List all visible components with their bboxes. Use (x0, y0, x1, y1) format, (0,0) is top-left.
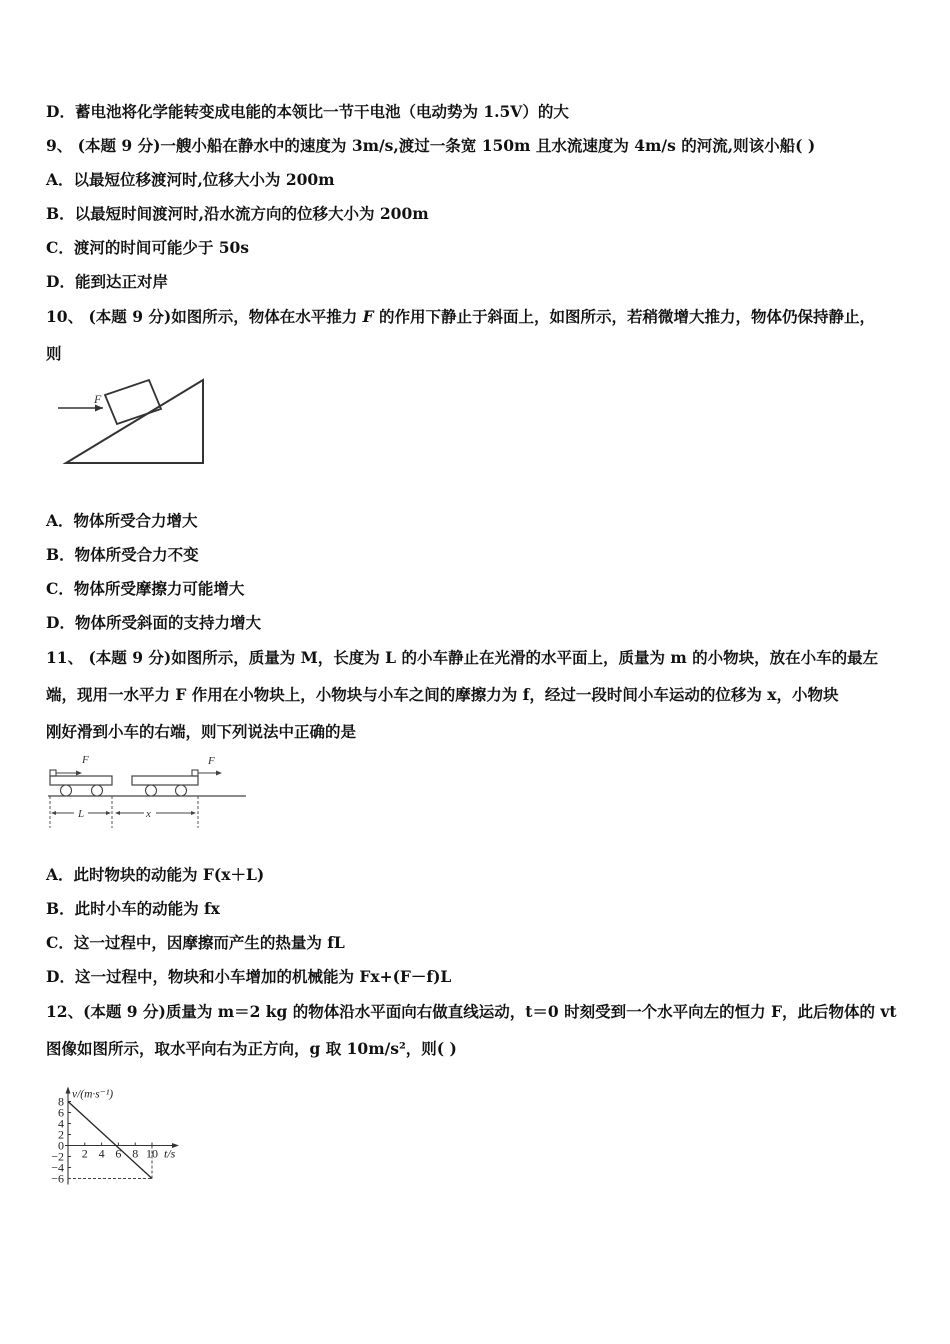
x-axis-label: t/s (164, 1146, 176, 1161)
length-label: L (78, 808, 85, 820)
length-arrowhead-left (51, 811, 56, 815)
q8-option-d: D．蓄电池将化学能转变成电能的本领比一节干电池（电动势为 1.5V）的大 (46, 102, 569, 121)
q11-line1: 11、 (本题 9 分)如图所示，质量为 M，长度为 L 的小车静止在光滑的水平面上，质量为 m 的小物块，放在小车的最左 (46, 648, 879, 667)
q10-option-c: C．物体所受摩擦力可能增大 (46, 579, 245, 598)
force-label-right: F (208, 755, 215, 767)
vt-chart (38, 1066, 198, 1200)
wheel-left-2 (92, 785, 103, 796)
x-tick-label: 4 (98, 1146, 105, 1161)
y-tick-label: 2 (58, 1127, 64, 1142)
disp-arrowhead-left (115, 811, 120, 815)
q11-line2: 端，现用一水平力 F 作用在小物块上，小物块与小车之间的摩擦力为 f，经过一段时间小车运动的位移为 x，小物块 (46, 685, 839, 704)
vt-series-line (68, 1102, 152, 1179)
y-tick-label: −6 (51, 1171, 64, 1186)
q10-option-d: D．物体所受斜面的支持力增大 (46, 613, 261, 632)
incline-triangle (66, 380, 203, 463)
q10-stem (46, 307, 875, 327)
q11-option-b: B．此时小车的动能为 fx (46, 899, 220, 918)
y-tick-label: −4 (51, 1160, 64, 1175)
length-arrowhead-right (106, 811, 111, 815)
q10-stem-part1: 10、 (本题 9 分)如图所示，物体在水平推力 (46, 307, 363, 326)
q9-option-a: A．以最短位移渡河时,位移大小为 200m (46, 170, 335, 189)
cart-left (50, 776, 112, 785)
x-tick-label: 6 (115, 1146, 122, 1161)
incline-figure (55, 372, 215, 468)
force-label: F (94, 392, 102, 406)
q10-stem-part2: 的作用下静止于斜面上，如图所示，若稍微增大推力，物体仍保持静止， (373, 307, 876, 326)
y-axis-arrowhead (66, 1087, 71, 1094)
q11-option-c: C．这一过程中，因摩擦而产生的热量为 fL (46, 933, 345, 952)
force-arrowhead-right (216, 771, 222, 776)
q11-line3: 刚好滑到小车的右端，则下列说法中正确的是 (46, 722, 357, 741)
wheel-left-1 (61, 785, 72, 796)
block-left (50, 770, 56, 776)
q10-option-b: B．物体所受合力不变 (46, 545, 199, 564)
y-tick-label: 6 (58, 1105, 64, 1120)
cart-figure (44, 752, 250, 832)
y-tick-label: 8 (58, 1094, 64, 1109)
disp-label: x (146, 808, 151, 820)
q12-line1: 12、(本题 9 分)质量为 m＝2 kg 的物体沿水平面向右做直线运动，t＝0 时刻受到一个水平向左的恒力 F，此后物体的 vt (46, 1002, 897, 1021)
q9-option-d: D．能到达正对岸 (46, 272, 168, 291)
y-axis-label: v/(m·s⁻¹) (72, 1088, 114, 1101)
force-label-left: F (82, 754, 89, 766)
x-tick-label: 8 (132, 1146, 139, 1161)
wheel-right-1 (146, 785, 157, 796)
q11-option-d: D．这一过程中，物块和小车增加的机械能为 Fx+(F－f)L (46, 967, 452, 986)
y-tick-label: 4 (58, 1116, 64, 1131)
block-right (192, 770, 198, 776)
q11-option-a: A．此时物块的动能为 F(x＋L) (46, 865, 265, 884)
q9-option-c: C．渡河的时间可能少于 50s (46, 238, 250, 257)
y-tick-label: 0 (58, 1138, 64, 1153)
cart-right (132, 776, 198, 785)
y-tick-label: −2 (51, 1149, 64, 1164)
q12-line2: 图像如图所示，取水平向右为正方向，g 取 10m/s²，则( ) (46, 1039, 457, 1058)
disp-arrowhead-right (191, 811, 196, 815)
q10-option-a: A．物体所受合力增大 (46, 511, 198, 530)
x-tick-label: 10 (146, 1146, 158, 1161)
q10-stem-line2: 则 (46, 344, 62, 363)
force-arrowhead-left (76, 771, 82, 776)
q9-stem: 9、 (本题 9 分)一艘小船在静水中的速度为 3m/s,渡过一条宽 150m 且水流速度为 4m/s 的河流,则该小船( ) (46, 136, 816, 155)
q9-option-b: B．以最短时间渡河时,沿水流方向的位移大小为 200m (46, 204, 429, 223)
wheel-right-2 (176, 785, 187, 796)
x-tick-label: 2 (81, 1146, 88, 1161)
q10-stem-var: F (362, 307, 374, 326)
block (105, 380, 161, 424)
